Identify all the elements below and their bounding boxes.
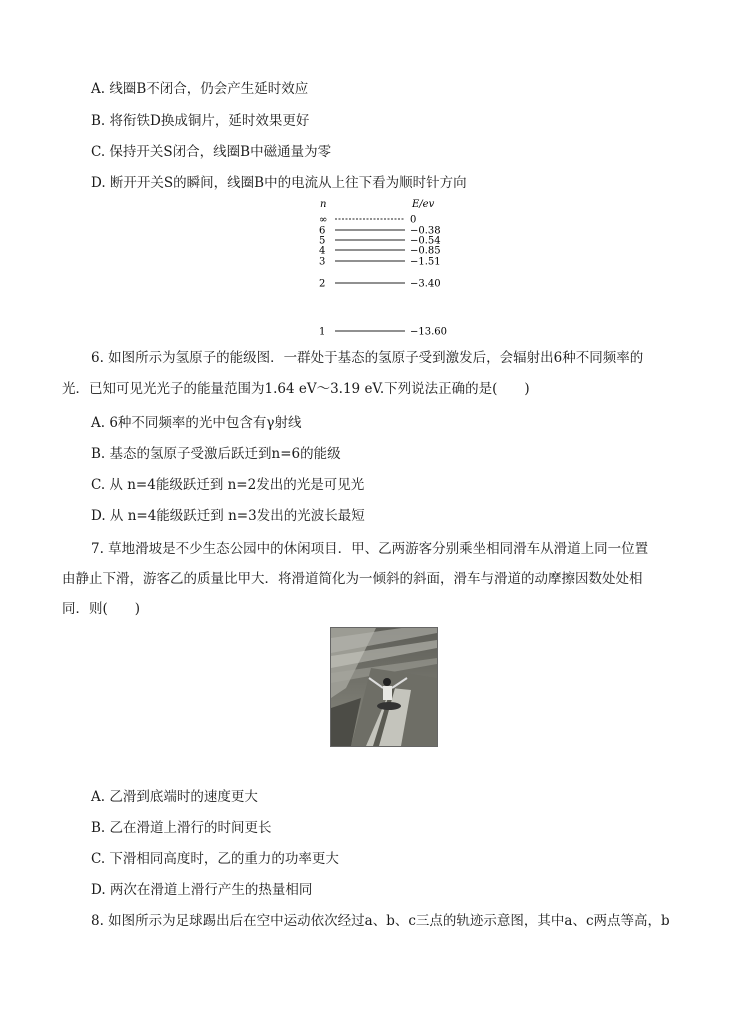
- level-energy-label: −0.85: [410, 245, 441, 257]
- q6-stem-line1: 6. 如图所示为氢原子的能级图．一群处于基态的氢原子受到激发后，会辐射出6种不同频率的: [91, 350, 644, 366]
- q7-option-c: C. 下滑相同高度时，乙的重力的功率更大: [91, 851, 339, 867]
- e-header: E/ev: [412, 199, 435, 210]
- q6-option-b: B. 基态的氢原子受激后跃迁到n=6的能级: [91, 446, 341, 462]
- level-energy-label: −13.60: [410, 326, 448, 338]
- level-energy-label: −0.38: [410, 225, 441, 237]
- q7-option-b: B. 乙在滑道上滑行的时间更长: [91, 820, 272, 836]
- q7-option-a: A. 乙滑到底端时的速度更大: [91, 789, 258, 805]
- q6-option-c: C. 从 n=4能级跃迁到 n=2发出的光是可见光: [91, 477, 365, 493]
- q6-option-a: A. 6种不同频率的光中包含有γ射线: [91, 415, 302, 431]
- level-n-label: ∞: [319, 214, 328, 226]
- level-energy-label: −3.40: [410, 278, 441, 290]
- n-header: n: [320, 199, 327, 210]
- level-n-label: 3: [319, 256, 326, 268]
- q5-option-a: A. 线圈B不闭合，仍会产生延时效应: [91, 81, 309, 97]
- q7-option-d: D. 两次在滑道上滑行产生的热量相同: [91, 882, 313, 898]
- level-energy-label: −1.51: [410, 256, 441, 268]
- level-n-label: 4: [319, 245, 326, 257]
- q6-option-d: D. 从 n=4能级跃迁到 n=3发出的光波长最短: [91, 508, 365, 524]
- q7-stem-line1: 7. 草地滑坡是不少生态公园中的休闲项目．甲、乙两游客分别乘坐相同滑车从滑道上同一位置: [91, 541, 649, 557]
- level-n-label: 1: [319, 326, 326, 338]
- q8-stem-line1: 8. 如图所示为足球踢出后在空中运动依次经过a、b、c三点的轨迹示意图，其中a、c两点等高，b: [91, 913, 670, 929]
- energy-level-diagram: [310, 196, 460, 344]
- level-energy-label: −0.54: [410, 235, 441, 247]
- level-energy-label: 0: [410, 214, 417, 226]
- q7-stem-line2: 由静止下滑，游客乙的质量比甲大．将滑道简化为一倾斜的斜面，滑车与滑道的动摩擦因数处处相: [62, 571, 643, 587]
- level-n-label: 2: [319, 278, 326, 290]
- q5-option-d: D. 断开开关S的瞬间，线圈B中的电流从上往下看为顺时针方向: [91, 175, 467, 191]
- q5-option-c: C. 保持开关S闭合，线圈B中磁通量为零: [91, 144, 332, 160]
- level-n-label: 6: [319, 225, 326, 237]
- q6-stem-line2: 光．已知可见光光子的能量范围为1.64 eV～3.19 eV.下列说法正确的是( ): [62, 381, 530, 397]
- level-n-label: 5: [319, 235, 326, 247]
- grass-slide-photo: [330, 627, 438, 747]
- q7-stem-line3: 同．则( ): [62, 601, 141, 617]
- energy-levels: [319, 215, 447, 338]
- q5-option-b: B. 将衔铁D换成铜片，延时效果更好: [91, 113, 310, 129]
